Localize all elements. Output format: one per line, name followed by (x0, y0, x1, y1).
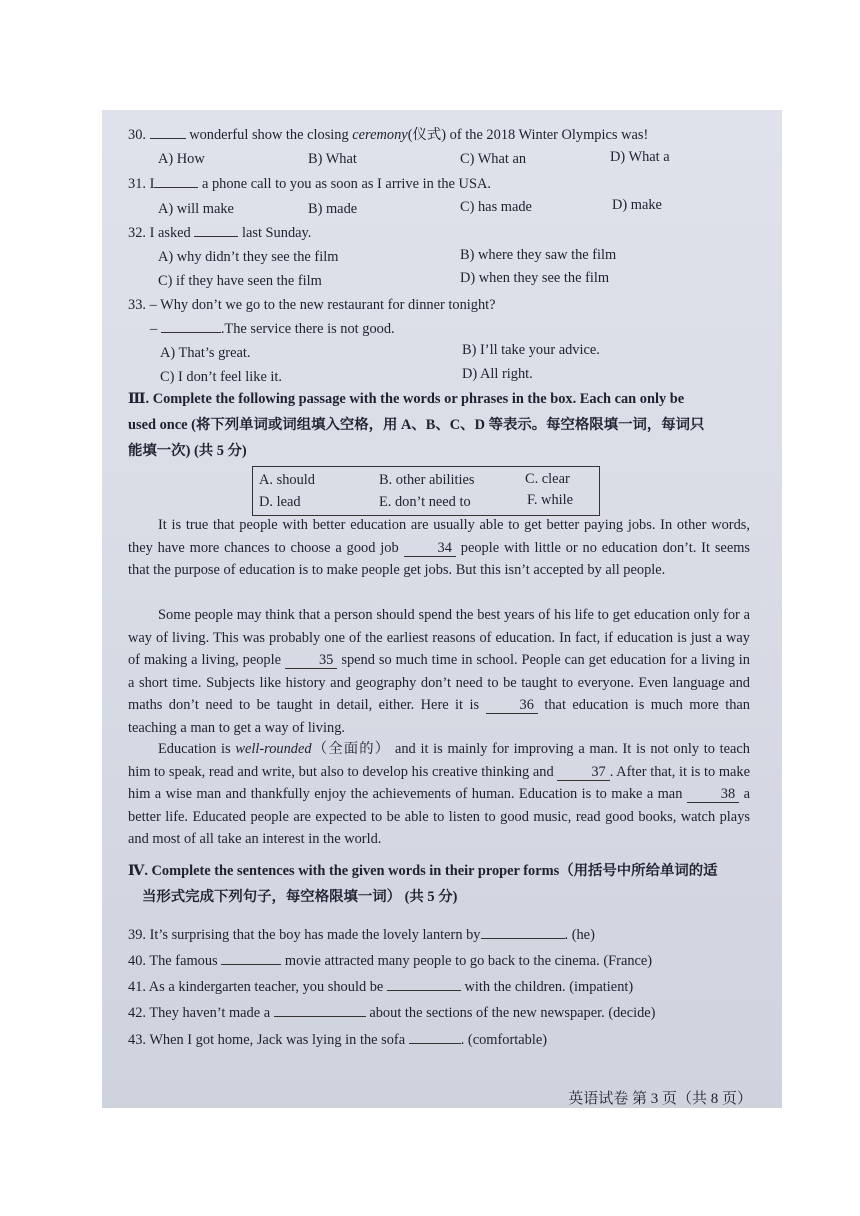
passage-paragraph-3: Education is well-rounded（全面的） and it is mainly for improving a man. It is not only to teach him to speak, read and write, but also to develop his creative thinking and 37 . After that, it is to make him a wise man and thankfully enjoy the achievements of human. Education is to make a man 38 a better life. Educated people are expected to be able to listen to good music, read good books, watch plays and most of all take an interest in the world. (128, 741, 750, 848)
box-option: F. while (527, 492, 574, 508)
answer-blank (161, 318, 221, 333)
answer-blank (150, 124, 186, 139)
page-footer: 英语试卷 第 3 页（共 8 页） (568, 1091, 752, 1107)
section3-title-line3: 能填一次) (共 5 分) (128, 443, 247, 459)
option-a: A) why didn’t they see the film (158, 249, 339, 265)
option-a: A) That’s great. (160, 345, 251, 361)
question-33-reply: – .The service there is not good. (150, 318, 395, 341)
answer-blank (221, 950, 281, 965)
answer-blank (154, 173, 198, 188)
blank-37: 37 (557, 764, 609, 781)
option-b: B) What (308, 151, 357, 167)
answer-blank (194, 222, 238, 237)
option-d: D) make (612, 197, 662, 213)
option-d: D) What a (610, 149, 670, 165)
answer-blank (409, 1029, 461, 1044)
fill-item-40: 40. The famous movie attracted many people to go back to the cinema. (France) (128, 950, 652, 973)
passage-paragraph-1: It is true that people with better education are usually able to get better paying jobs. In other words, they have more chances to choose a good job 34 people with little or no education don’t. It seems that the purpose of education is to make people get jobs. But this isn’t accepted by all people. (128, 517, 750, 579)
option-c: C) I don’t feel like it. (160, 369, 283, 385)
blank-34: 34 (404, 540, 456, 557)
question-30: 30. wonderful show the closing ceremony(仪式) of the 2018 Winter Olympics was! (128, 124, 648, 147)
fill-item-39: 39. It’s surprising that the boy has made the lovely lantern by . (he) (128, 924, 595, 947)
box-option: C. clear (525, 471, 570, 487)
question-31: 31. I a phone call to you as soon as I arrive in the USA. (128, 173, 491, 196)
option-c: C) has made (460, 199, 532, 215)
fill-item-42: 42. They haven’t made a about the sections of the new newspaper. (decide) (128, 1002, 655, 1025)
blank-36: 36 (486, 697, 538, 714)
option-d: D) when they see the film (460, 270, 610, 286)
blank-35: 35 (285, 652, 337, 669)
section3-title-line2: used once (将下列单词或词组填入空格，用 A、B、C、D 等表示。每空格限填一词，每词只 (128, 417, 705, 433)
exam-page (102, 110, 782, 1108)
word-box (252, 466, 600, 516)
question-33: 33. – Why don’t we go to the new restaurant for dinner tonight? (128, 297, 496, 313)
option-b: B) where they saw the film (460, 247, 617, 263)
section4-title-line1: Ⅳ. Complete the sentences with the given words in their proper forms（用括号中所给单词的适 (128, 863, 718, 879)
option-c: C) What an (460, 151, 527, 167)
fill-item-41: 41. As a kindergarten teacher, you should be with the children. (impatient) (128, 976, 633, 999)
section4-title-line2: 当形式完成下列句子，每空格限填一词） (共 5 分) (142, 889, 458, 905)
answer-blank (387, 976, 461, 991)
option-d: D) All right. (462, 366, 533, 382)
passage-paragraph-2: Some people may think that a person should spend the best years of his life to get education only for a way of living. This was probably one of the earliest reasons of education. In fact, if education is just a way of making a living, people 35 spend so much time in school. People can get education for a living in a short time. Subjects like history and geography don’t need to be taught to everyone. Even language and maths don’t need to be taught in detail, either. Here it is 36 that education is much more than teaching a man to get a way of living. (128, 607, 750, 736)
option-c: C) if they have seen the film (158, 273, 322, 289)
box-option: D. lead (259, 494, 301, 510)
option-a: A) will make (158, 201, 234, 217)
box-option: B. other abilities (379, 472, 475, 488)
option-b: B) I’ll take your advice. (462, 342, 600, 358)
answer-blank (481, 924, 565, 939)
option-a: A) How (158, 151, 205, 167)
section3-title-line1: Ⅲ. Complete the following passage with the words or phrases in the box. Each can only be (128, 391, 685, 407)
box-option: E. don’t need to (379, 494, 471, 510)
box-option: A. should (259, 472, 315, 488)
option-b: B) made (308, 201, 358, 217)
blank-38: 38 (687, 786, 739, 803)
fill-item-43: 43. When I got home, Jack was lying in the sofa . (comfortable) (128, 1029, 547, 1052)
question-32: 32. I asked last Sunday. (128, 222, 311, 245)
answer-blank (274, 1002, 366, 1017)
